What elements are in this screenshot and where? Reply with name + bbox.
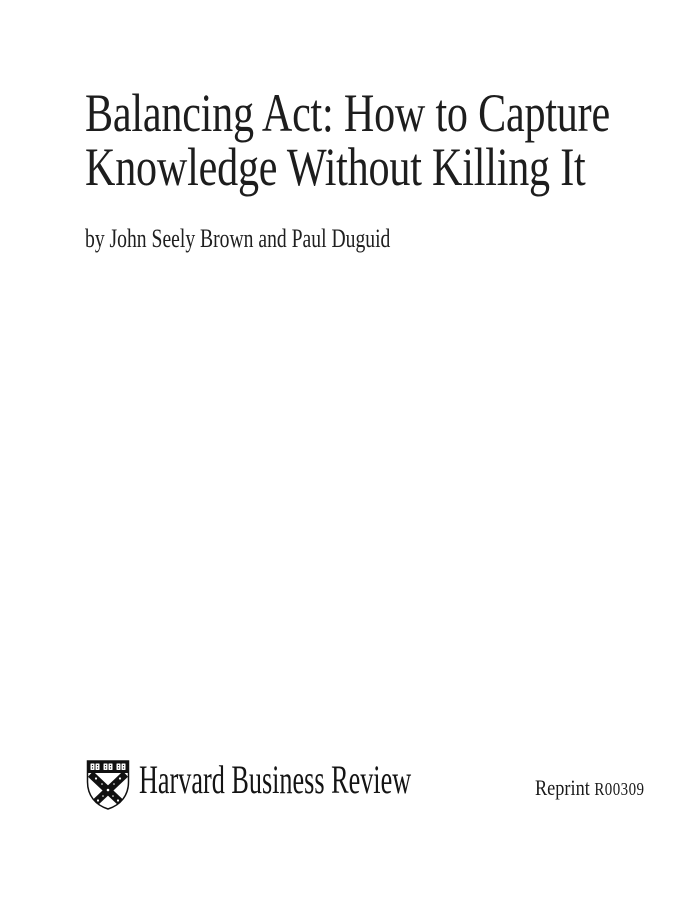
hbs-shield-icon [85,759,131,811]
article-title [85,83,610,197]
article-title-line2: Knowledge Without Killing It [85,137,586,197]
reprint-label: Reprint [535,775,590,800]
reprint-notice [535,777,644,800]
reprint-code: R00309 [594,779,645,799]
brand-wordmark: Harvard Business Review [139,757,412,802]
article-byline: by John Seely Brown and Paul Duguid [85,224,391,253]
article-title-line1: Balancing Act: How to Capture [85,83,610,143]
